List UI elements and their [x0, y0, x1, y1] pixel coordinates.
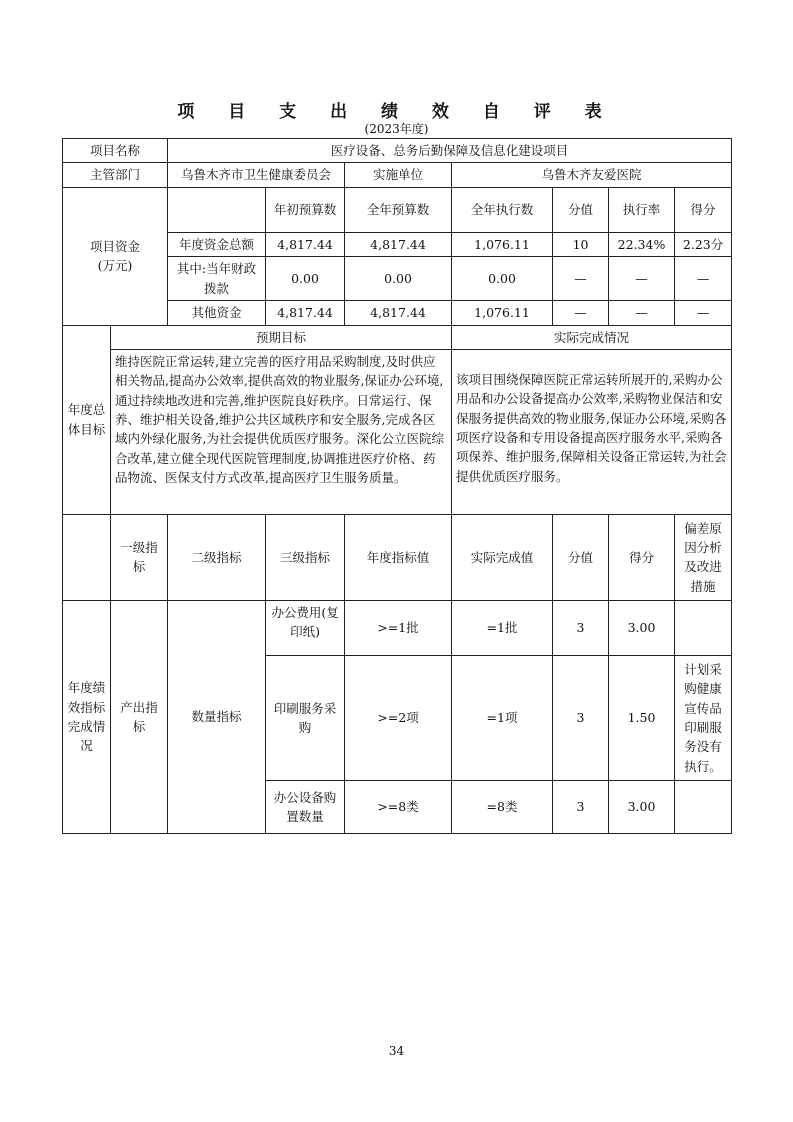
header-level1: 一级指标	[111, 514, 168, 600]
header-deviation: 偏差原因分析及改进措施	[675, 514, 732, 600]
funds-row-executed: 1,076.11	[452, 301, 553, 325]
level3-indicator: 办公设备购置数量	[266, 780, 345, 833]
page-title: 项 目 支 出 绩 效 自 评 表	[177, 102, 616, 122]
funds-row-executed: 1,076.11	[452, 232, 553, 256]
level3-indicator: 印刷服务采购	[266, 655, 345, 780]
level3-indicator: 办公费用(复印纸)	[266, 600, 345, 655]
funds-row-score-value: —	[553, 257, 609, 301]
indicator-target: >=2项	[345, 655, 452, 780]
indicator-actual: =8类	[452, 780, 553, 833]
funds-row-executed: 0.00	[452, 257, 553, 301]
impl-label: 实施单位	[345, 163, 452, 187]
indicator-score-value: 3	[553, 655, 609, 780]
project-name-label: 项目名称	[63, 139, 168, 163]
funds-row-annual: 4,817.44	[345, 301, 452, 325]
indicator-deviation	[675, 600, 732, 655]
funds-row-name: 其中:当年财政拨款	[168, 257, 266, 301]
indicator-score: 3.00	[609, 780, 675, 833]
funds-row-score-value: —	[553, 301, 609, 325]
indicator-score-value: 3	[553, 600, 609, 655]
project-name-value: 医疗设备、总务后勤保障及信息化建设项目	[168, 139, 732, 163]
funds-header-score-value: 分值	[553, 187, 609, 232]
funds-row-score-value: 10	[553, 232, 609, 256]
header-level3: 三级指标	[266, 514, 345, 600]
indicator-deviation: 计划采购健康宣传品印刷服务没有执行。	[675, 655, 732, 780]
indicator-score: 1.50	[609, 655, 675, 780]
funds-header-executed: 全年执行数	[452, 187, 553, 232]
funds-header-annual: 全年预算数	[345, 187, 452, 232]
funds-row-annual: 0.00	[345, 257, 452, 301]
funds-label-cell	[63, 187, 168, 325]
header-level2: 二级指标	[168, 514, 266, 600]
funds-row-initial: 4,817.44	[266, 232, 345, 256]
header-score: 得分	[609, 514, 675, 600]
report-year: (2023年度)	[364, 122, 429, 136]
indicator-actual: =1批	[452, 600, 553, 655]
funds-label: 项目资金	[90, 238, 141, 254]
indicator-deviation	[675, 780, 732, 833]
dept-value: 乌鲁木齐市卫生健康委员会	[168, 163, 345, 187]
funds-row-name: 其他资金	[168, 301, 266, 325]
level1-indicator: 产出指标	[111, 600, 168, 833]
funds-row-rate: 22.34%	[609, 232, 675, 256]
header-target: 年度指标值	[345, 514, 452, 600]
funds-row-initial: 0.00	[266, 257, 345, 301]
indicators-section-label: 年度绩效指标完成情况	[63, 600, 111, 833]
funds-row-score: 2.23分	[675, 232, 732, 256]
level2-indicator: 数量指标	[168, 600, 266, 833]
actual-completion-text: 该项目围绕保障医院正常运转所展开的,采购办公用品和办公设备提高办公效率,采购物业保洁和安保服务提供高效的物业服务,保证办公环境,采购各项医疗设备和专用设备提高医疗服务水平,采购各项保养、维护服务,保障相关设备正常运转,为社会提供优质医疗服务。	[452, 349, 732, 514]
indicator-header-blank	[63, 514, 111, 600]
indicator-target: >=8类	[345, 780, 452, 833]
funds-unit: (万元)	[97, 258, 133, 274]
funds-row-name: 年度资金总额	[168, 232, 266, 256]
expected-goal-text: 维持医院正常运转,建立完善的医疗用品采购制度,及时供应相关物品,提高办公效率,提供高效的物业服务,保证办公环境,通过持续地改进和完善,维护医院良好秩序。日常运行、保养、维护相关设备,维护公共区域秩序和安全服务,完成各区域内外绿化服务,为社会提供优质医疗服务。深化公立医院综合改革,建立健全现代医院管理制度,协调推进医疗价格、药品物流、医保支付方式改革,提高医疗卫生服务质量。	[111, 349, 452, 514]
funds-header-rate: 执行率	[609, 187, 675, 232]
header-actual: 实际完成值	[452, 514, 553, 600]
funds-row-initial: 4,817.44	[266, 301, 345, 325]
expected-goal-header: 预期目标	[111, 325, 452, 349]
header-score-value: 分值	[553, 514, 609, 600]
indicator-actual: =1项	[452, 655, 553, 780]
self-evaluation-table	[62, 138, 732, 834]
indicator-score: 3.00	[609, 600, 675, 655]
page-number: 34	[388, 1044, 405, 1058]
actual-completion-header: 实际完成情况	[452, 325, 732, 349]
indicator-score-value: 3	[553, 780, 609, 833]
funds-row-rate: —	[609, 301, 675, 325]
funds-row-annual: 4,817.44	[345, 232, 452, 256]
indicator-target: >=1批	[345, 600, 452, 655]
funds-row-score: —	[675, 301, 732, 325]
funds-header-score: 得分	[675, 187, 732, 232]
funds-row-score: —	[675, 257, 732, 301]
funds-header-initial: 年初预算数	[266, 187, 345, 232]
dept-label: 主管部门	[63, 163, 168, 187]
funds-row-rate: —	[609, 257, 675, 301]
goals-label: 年度总体目标	[63, 325, 111, 514]
funds-header-blank	[168, 187, 266, 232]
impl-value: 乌鲁木齐友爱医院	[452, 163, 732, 187]
